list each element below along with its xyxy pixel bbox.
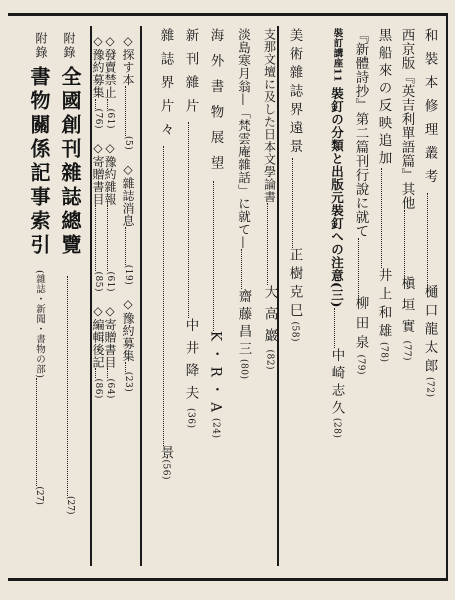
leader-dots — [404, 210, 405, 276]
misc-item-page: (76) — [93, 108, 103, 129]
bottom-rule — [8, 578, 448, 581]
misc-item-page: (85) — [93, 271, 103, 292]
leader-dots — [107, 205, 108, 271]
leader-dots — [188, 122, 189, 318]
entry-author: 樋口龍太郎 — [421, 284, 438, 377]
entry-title: 淡島寒月翁—「梵雲庵雜話」に就て— — [236, 28, 252, 249]
leader-dots — [427, 193, 428, 285]
appendix-subtitle: (雜誌・新聞・書物の部) — [34, 270, 45, 379]
appendix-title-text: 書物關係記事索引 — [27, 66, 51, 258]
misc-item-page: (64) — [105, 378, 115, 399]
appendix-label: 附錄 — [34, 32, 48, 60]
entry-page: (78) — [378, 342, 389, 363]
misc-item-page: (23) — [123, 371, 133, 393]
series-title-entry — [422, 28, 436, 568]
misc-item-title: ◇豫約募集 — [121, 297, 135, 362]
misc-item-page: (5) — [123, 136, 133, 151]
appendix-title — [29, 66, 49, 566]
entry-page: (79) — [355, 354, 366, 375]
entry-title: 『新體詩抄』第二篇刊行說に就て — [352, 28, 369, 238]
leader-dots — [95, 99, 96, 109]
leader-dots — [292, 158, 293, 248]
article-entry — [353, 28, 367, 568]
entry-page: (77) — [401, 340, 412, 361]
entry-title: 海外書物展望 — [207, 28, 224, 181]
section-divider-2 — [140, 26, 142, 566]
entry-title: 支那文壇に及した日本文學論書 — [262, 28, 277, 203]
entry-page: (58) — [289, 321, 300, 342]
article-entry — [287, 28, 301, 568]
appendix-title-text: 全國創刊雜誌總覽 — [58, 66, 82, 258]
entry-title: 西京版『英吉利單語篇』其他 — [398, 28, 415, 210]
entry-author: 井上和雄 — [375, 268, 392, 342]
leader-dots — [95, 205, 96, 271]
leader-dots — [95, 368, 96, 378]
entry-author: 中崎志久 — [328, 347, 345, 418]
entry-page: (72) — [424, 377, 435, 398]
entry-title: 美術雜誌界遠景 — [286, 28, 303, 158]
misc-item-page: (61) — [105, 108, 115, 129]
article-entry — [158, 28, 172, 568]
entry-author: 柳田泉 — [352, 296, 369, 355]
misc-item-title: ◇發賣禁止 — [103, 34, 117, 99]
entry-page: (82) — [264, 349, 275, 370]
article-entry — [262, 28, 276, 568]
misc-item-page: (19) — [123, 264, 133, 286]
leader-dots — [213, 181, 214, 331]
misc-item-title: ◇豫約募集 — [91, 34, 105, 99]
entry-author: 齋藤昌三 — [235, 289, 252, 359]
article-entry — [376, 28, 390, 568]
misc-item-title: ◇雜誌消息 — [121, 162, 135, 227]
leader-dots — [358, 238, 359, 296]
appendix-page: (27) — [65, 496, 75, 515]
entry-title: 和裝本修理叢考 — [421, 28, 438, 193]
leader-dots — [267, 203, 268, 285]
appendix-title — [60, 66, 80, 566]
entry-page: (24) — [210, 418, 221, 439]
appendix-label: 附錄 — [62, 32, 76, 60]
misc-item-page: (86) — [93, 378, 103, 399]
leader-dots — [36, 378, 37, 486]
leader-dots — [381, 168, 382, 268]
leader-dots — [67, 276, 68, 496]
misc-item-title: ◇編輯後記 — [91, 303, 105, 369]
entry-author: 中井降夫 — [182, 318, 199, 408]
leader-dots — [125, 227, 126, 265]
entry-title: 黒船來の反映追加 — [375, 28, 392, 168]
article-entry — [208, 28, 222, 568]
misc-column — [122, 34, 134, 564]
entry-page: (80) — [238, 359, 249, 380]
appendix-page: (27) — [34, 486, 44, 505]
entry-title: 新刊雜片 — [182, 28, 199, 122]
article-entry — [329, 28, 343, 568]
entry-title: 雜誌界片々 — [157, 28, 174, 146]
leader-dots — [241, 249, 242, 289]
entry-author: K・R・A — [207, 331, 224, 418]
leader-dots — [163, 146, 164, 446]
misc-item-title: ◇寄贈書目 — [91, 140, 105, 206]
article-entry — [399, 28, 413, 568]
entry-title: 裝釘の分類と出版元裝釘への注意(三) — [329, 87, 345, 308]
article-entry — [183, 28, 197, 568]
leader-dots — [334, 308, 335, 348]
misc-item-title: ◇寄贈書目 — [103, 303, 117, 369]
entry-author: 大高巖 — [261, 285, 278, 350]
right-rule — [446, 13, 448, 581]
entry-author: 槇垣實 — [398, 276, 415, 341]
misc-item-page: (61) — [105, 271, 115, 292]
entry-page: (56) — [160, 459, 171, 480]
leader-dots — [107, 368, 108, 378]
entry-title-prefix: 裝訂講座11 — [331, 28, 343, 83]
misc-column — [92, 34, 104, 564]
misc-column — [104, 34, 116, 564]
entry-page: (28) — [331, 417, 342, 439]
article-entry — [236, 28, 250, 568]
misc-item-title: ◇探す本 — [121, 34, 135, 86]
entry-author: 正樹克巳 — [286, 247, 303, 322]
entry-page: (36) — [185, 408, 196, 429]
entry-author: 景 — [157, 445, 174, 460]
leader-dots — [125, 362, 126, 372]
misc-item-title: ◇豫約雜報 — [103, 140, 117, 206]
leader-dots — [125, 86, 126, 136]
leader-dots — [107, 99, 108, 109]
top-rule — [8, 13, 448, 16]
